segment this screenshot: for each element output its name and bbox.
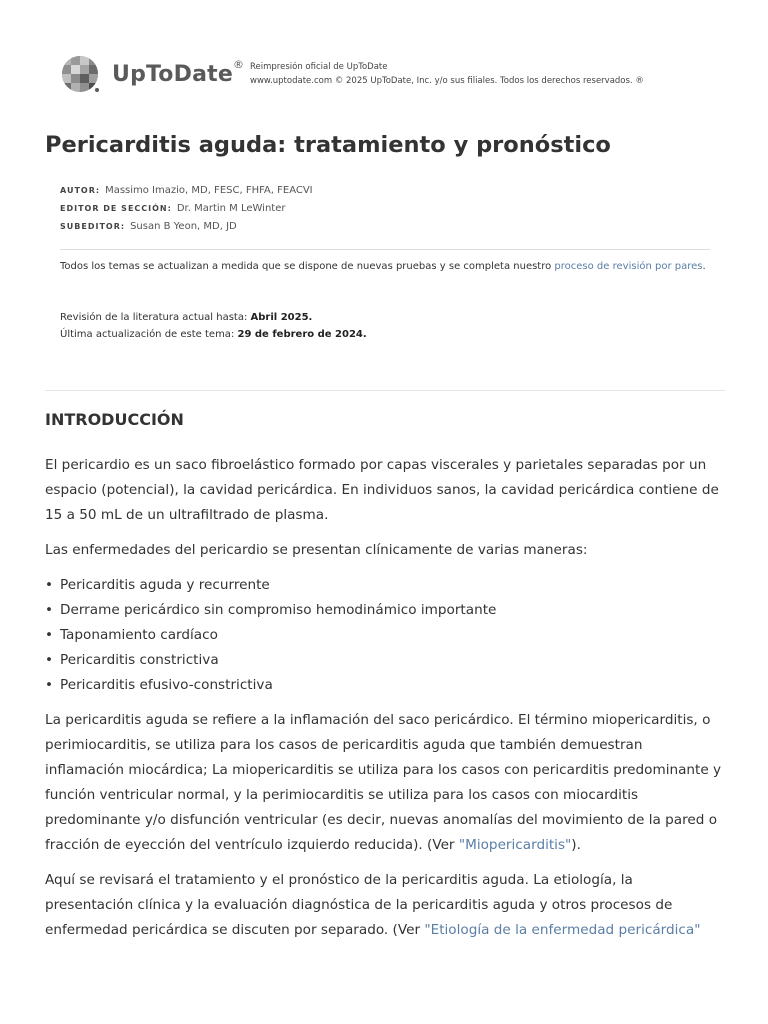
intro-paragraph-3 [45, 708, 725, 858]
list-item: • Pericarditis aguda y recurrente [45, 573, 725, 598]
authors-block [60, 182, 313, 236]
list-item: • Pericarditis constrictiva [45, 648, 725, 673]
reprint-line-2: www.uptodate.com © 2025 UpToDate, Inc. y/o sus filiales. Todos los derechos reservados. ® [250, 76, 644, 86]
section-editor-name: Dr. Martin M LeWinter [176, 203, 286, 214]
updated-date-row [60, 326, 367, 343]
logo-name: UpToDate [112, 61, 233, 87]
deputy-editor-row [60, 218, 313, 236]
myopericarditis-link[interactable]: "Miopericarditis" [458, 837, 572, 853]
peer-review-link[interactable]: proceso de revisión por pares [554, 261, 703, 272]
list-item: • Pericarditis efusivo-constrictiva [45, 673, 725, 698]
author-label: AUTOR: [60, 186, 101, 195]
divider [60, 249, 710, 250]
updated-date: 29 de febrero de 2024. [237, 329, 367, 340]
review-date-row [60, 309, 367, 326]
section-divider [45, 390, 725, 391]
dates-block [60, 309, 367, 343]
notice-end: . [702, 261, 706, 272]
author-row [60, 182, 313, 200]
intro-paragraph-1: El pericardio es un saco fibroelástico formado por capas viscerales y parietales separadas por un espacio (potencial), la cavidad pericárdica. En individuos sanos, la cavidad pericárdica contiene de 15 a 50 mL de un ultrafiltrado de plasma. [45, 457, 719, 523]
review-label: Revisión de la literatura actual hasta: [60, 312, 251, 323]
section-editor-label: EDITOR DE SECCIÓN: [60, 204, 172, 213]
logo-sphere-icon [60, 54, 100, 94]
review-date: Abril 2025. [250, 312, 313, 323]
list-item: • Derrame pericárdico sin compromiso hemodinámico importante [45, 598, 725, 623]
intro-paragraph-4 [45, 868, 725, 943]
list-item: • Taponamiento cardíaco [45, 623, 725, 648]
deputy-editor-label: SUBEDITOR: [60, 222, 126, 231]
reprint-line-1: Reimpresión oficial de UpToDate [250, 62, 388, 72]
author-name: Massimo Imazio, MD, FESC, FHFA, FEACVI [105, 185, 313, 196]
intro-paragraph-2: Las enfermedades del pericardio se presentan clínicamente de varias maneras: [45, 542, 588, 558]
update-notice [60, 258, 715, 275]
paragraph-4-text: Aquí se revisará el tratamiento y el pronóstico de la pericarditis aguda. La etiología, la presentación clínica y la evaluación diagnóstica de la pericarditis aguda y otros procesos de enfermedad pericárdica se discuten por separado. (Ver [45, 872, 673, 938]
intro-heading: INTRODUCCIÓN [45, 410, 184, 429]
paragraph-3-end: ). [571, 837, 581, 853]
reprint-notice [250, 60, 644, 88]
paragraph-3-text: La pericarditis aguda se refiere a la inflamación del saco pericárdico. El término miopericarditis, o perimiocarditis, se utiliza para los casos de pericarditis aguda que también demuestran inflamación miocárdica; La miopericarditis se utiliza para los casos con pericarditis predominante y función ventricular normal, y la perimiocarditis se utiliza para los casos con miocarditis predominante y/o disfunción ventricular (es decir, nuevas anomalías del movimiento de la pared o fracción de eyección del ventrículo izquierdo reducida). (Ver [45, 712, 722, 853]
intro-content [45, 453, 725, 953]
logo-wordmark [112, 58, 245, 87]
section-editor-row [60, 200, 313, 218]
notice-text: Todos los temas se actualizan a medida que se dispone de nuevas pruebas y se completa nuestro [60, 261, 555, 272]
logo-registered-mark: ® [232, 58, 245, 72]
updated-label: Última actualización de este tema: [60, 329, 238, 340]
pericardial-etiology-link[interactable]: "Etiología de la enfermedad pericárdica" [424, 922, 701, 938]
uptodate-logo[interactable] [60, 54, 244, 94]
page-title: Pericarditis aguda: tratamiento y pronóstico [45, 132, 611, 158]
presentation-list [45, 573, 725, 698]
deputy-editor-name: Susan B Yeon, MD, JD [130, 221, 237, 232]
